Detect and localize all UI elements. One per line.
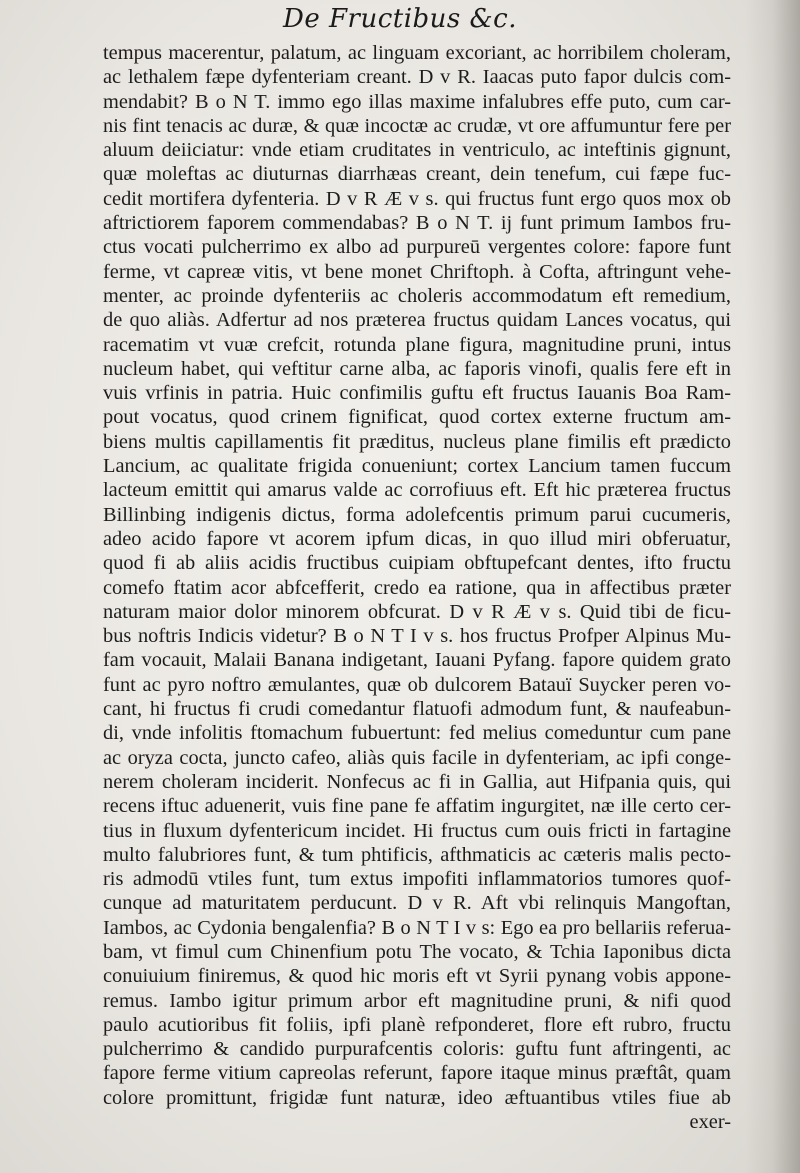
text-line: bus noftris Indicis videtur? B o N T I v s. hos fructus Profper Alpinus Mu- — [103, 625, 731, 648]
text-line: fam vocauit, Malaii Banana indigetant, Iauani Pyfang. fapore quidem grato — [103, 649, 731, 672]
text-line: cedit mortifera dyfenteria. D v R Æ v s. qui fructus funt ergo quos mox ob — [103, 187, 731, 210]
text-line: quæ moleftas ac diuturnas diarrhæas creant, dein tenefum, cui fæpe fuc- — [103, 163, 731, 186]
body-text — [103, 41, 731, 1134]
text-line: colore promittunt, frigidæ funt naturæ, ideo æftuantibus vtiles fiue ab — [103, 1086, 731, 1109]
text-line: Iambos, ac Cydonia bengalenfia? B o N T I v s: Ego ea pro bellariis referua- — [103, 916, 731, 939]
text-line: menter, ac proinde dyfenteriis ac choleris accommodatum eft remedium, — [103, 284, 731, 307]
text-line: ac lethalem fæpe dyfenteriam creant. D v R. Iaacas puto fapor dulcis com- — [103, 66, 731, 89]
text-line: racematim vt vuæ crefcit, rotunda plane figura, magnitudine pruni, intus — [103, 333, 731, 356]
text-line: multo falubriores funt, & tum phtificis, afthmaticis ac cæteris malis pecto- — [103, 843, 731, 866]
text-line: di, vnde infolitis ftomachum fubuertunt: fed melius comeduntur cum pane — [103, 722, 731, 745]
text-line: ris admodū vtiles funt, tum extus impofiti inflammatorios tumores quof- — [103, 868, 731, 891]
text-line: de quo aliàs. Adfertur ad nos præterea fructus quidam Lances vocatus, qui — [103, 309, 731, 332]
text-line: pulcherrimo & candido purpurafcentis coloris: guftu funt aftringenti, ac — [103, 1038, 731, 1061]
text-line: mendabit? B o N T. immo ego illas maxime infalubres effe puto, cum car- — [103, 90, 731, 113]
text-line: quod fi ab aliis acidis fructibus cuipiam obftupefcant dentes, ifto fructu — [103, 552, 731, 575]
text-line: ferme, vt capreæ vitis, vt bene monet Chriftoph. à Cofta, aftringunt vehe- — [103, 260, 731, 283]
text-line: nis fint tenacis ac duræ, & quæ incoctæ ac crudæ, vt ore affumuntur fere per — [103, 114, 731, 137]
catchword: exer- — [689, 1111, 731, 1134]
text-line: biens multis capillamentis fit præditus, nucleus plane fimilis eft prædicto — [103, 430, 731, 453]
text-line: aftrictiorem faporem commendabas? B o N T. ij funt primum Iambos fru- — [103, 212, 731, 235]
text-line: bam, vt fimul cum Chinenfium potu The vocato, & Tchia Iaponibus dicta — [103, 940, 731, 963]
text-line: tempus macerentur, palatum, ac linguam excoriant, ac horribilem choleram, — [103, 42, 731, 64]
text-line: conuiuium finiremus, & quod hic moris eft vt Syrii pynang vobis appone- — [103, 965, 731, 988]
text-line: cunque ad maturitatem perducunt. D v R. Aft vbi relinquis Mangoftan, — [103, 892, 731, 915]
text-line: remus. Iambo igitur primum arbor eft magnitudine pruni, & nifi quod — [103, 989, 731, 1012]
text-line: cant, hi fructus fi crudi comedantur flatuofi admodum funt, & naufeabun- — [103, 698, 731, 721]
text-line: lacteum emittit qui amarus valde ac corrofiuus eft. Eft hic præterea fructus — [103, 479, 731, 502]
text-line: paulo acutioribus fit foliis, ipfi planè refponderet, flore eft rubro, fructu — [103, 1013, 731, 1036]
text-line: ac oryza cocta, juncto cafeo, aliàs quis facile in dyfenteriam, ac ipfi conge- — [103, 746, 731, 769]
text-line: nucleum habet, qui veftitur carne alba, ac faporis vinofi, qualis fere eft in — [103, 357, 731, 380]
text-line: fapore ferme vitium capreolas referunt, fapore itaque minus præftât, quam — [103, 1062, 731, 1085]
text-line: aluum deiiciatur: vnde etiam cruditates in ventriculo, ac inteftinis gignunt, — [103, 139, 731, 162]
running-head: De Fructibus &c. — [282, 4, 517, 34]
text-line: naturam maior dolor minorem obfcurat. D v R Æ v s. Quid tibi de ficu- — [103, 600, 731, 623]
text-line: pout vocatus, quod crinem fignificat, quod cortex externe fructum am- — [103, 406, 731, 429]
text-line: Billinbing indigenis dictus, forma adolefcentis primum parui cucumeris, — [103, 503, 731, 526]
text-line: vuis vrfinis in patria. Huic confimilis guftu eft fructus Iauanis Boa Ram- — [103, 382, 731, 405]
text-line: comefo ftatim acor abfcefferit, credo ea ratione, qua in affectibus præter — [103, 576, 731, 599]
text-line: adeo acido fapore vt acorem ipfum dicas, in quo illud miri obferuatur, — [103, 527, 731, 550]
text-line: tius in fluxum dyfentericum incidet. Hi fructus cum ouis fricti in fartagine — [103, 819, 731, 842]
text-line: recens iftuc aduenerit, vuis fine pane fe affatim ingurgitet, næ ille certo cer- — [103, 795, 731, 818]
text-line: funt ac pyro noftro æmulantes, quæ ob dulcorem Batauï Suycker peren vo- — [103, 673, 731, 696]
text-line: ctus vocati pulcherrimo ex albo ad purpureū vergentes colore: fapore funt — [103, 236, 731, 259]
text-line: Lancium, ac qualitate frigida conueniunt; cortex Lancium tamen fuccum — [103, 455, 731, 478]
text-line: nerem choleram inciderit. Nonfecus ac fi in Gallia, aut Hifpania quis, qui — [103, 770, 731, 793]
page-gutter-shadow — [745, 0, 800, 1173]
